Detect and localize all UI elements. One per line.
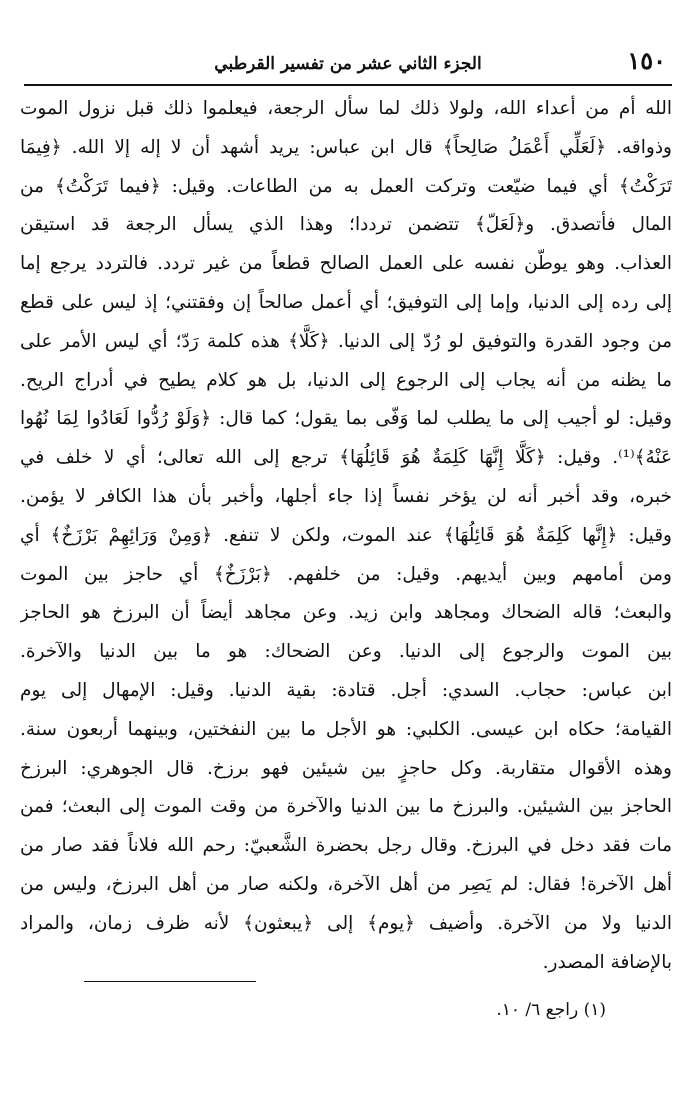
text-line: والبعث؛ قاله الضحاك ومجاهد وابن زيد. وعن مجاهد أيضاً أن البرزخ هو الحاجز xyxy=(20,602,672,624)
text-line: بين الموت والرجوع إلى الدنيا. وعن الضحاك: هو ما بين الدنيا والآخرة. xyxy=(20,641,672,663)
text-line: وهذه الأقوال متقاربة. وكل حاجزٍ بين شيئين فهو برزخ. قال الجوهري: البرزخ xyxy=(20,757,672,779)
text-line: الله أم من أعداء الله، ولولا ذلك لما سأل الرجعة، فيعلموا ذلك قبل نزول الموت xyxy=(20,98,672,119)
text-line: العذاب. وهو يوطّن نفسه على العمل الصالح قطعاً من غير تردد. فالتردد يرجع إما xyxy=(20,253,672,275)
header-rule xyxy=(24,84,672,86)
running-title: الجزء الثاني عشر من تفسير القرطبي xyxy=(214,54,482,74)
body-text xyxy=(20,90,672,982)
page-number: ١٥٠ xyxy=(627,46,666,75)
text-line: مات فقد دخل في البرزخ. وقال رجل بحضرة الشَّعبيّ: رحم الله فلاناً فقد صار من xyxy=(20,835,672,857)
text-line: وذواقه. ﴿لَعَلِّي أَعْمَلُ صَالِحاً﴾ قال ابن عباس: يريد أشهد أن لا إله إلا الله. ﴿فِيمَا xyxy=(20,136,672,158)
text-line: تَرَكْتُ﴾ أي فيما ضيّعت وتركت العمل به من الطاعات. وقيل: ﴿فيما تَرَكْتُ﴾ من xyxy=(20,175,672,197)
text-line: خبره، وقد أخبر أنه لن يؤخر نفساً إذا جاء أجلها، وأخبر بأن هذا الكافر لا يؤمن. xyxy=(20,485,672,507)
text-line: ابن عباس: حجاب. السدي: أجل. قتادة: بقية الدنيا. وقيل: الإمهال إلى يوم xyxy=(20,679,672,701)
text-line: إلى رده إلى الدنيا، وإما إلى التوفيق؛ أي أعمل صالحاً إن وفقتني؛ إذ ليس على قطع xyxy=(20,291,672,313)
text-line: الدنيا ولا من الآخرة. وأضيف ﴿يوم﴾ إلى ﴿يبعثون﴾ لأنه ظرف زمان، والمراد xyxy=(20,912,672,934)
text-line: عَنْهُ﴾⁽¹⁾. وقيل: ﴿كَلَّا إِنَّهَا كَلِمَةٌ هُوَ قَائِلُهَا﴾ ترجع إلى الله تعالى؛ أي لا خلف في xyxy=(20,447,672,469)
text-line: وقيل: لو أجيب إلى ما يطلب لما وَفّى بما يقول؛ كما قال: ﴿وَلَوْ رُدُّوا لَعَادُوا لِمَا نُهُوا xyxy=(20,408,672,430)
text-line: ما يظنه من أنه يجاب إلى الرجوع إلى الدنيا، بل هو كلام يطيح في أدراج الريح. xyxy=(20,369,672,391)
text-line: ومن أمامهم وبين أيديهم. وقيل: من خلفهم. ﴿بَرْزَخٌ﴾ أي حاجز بين الموت xyxy=(20,563,672,585)
page-header xyxy=(24,42,672,86)
text-line: من وجود القدرة والتوفيق لو رُدّ إلى الدنيا. ﴿كَلَّا﴾ هذه كلمة رَدّ؛ أي ليس الأمر على xyxy=(20,330,672,352)
footnote-rule xyxy=(84,981,256,982)
text-line: الحاجز بين الشيئين. والبرزخ ما بين الدنيا والآخرة من وقت الموت إلى البعث؛ فمن xyxy=(20,796,672,818)
text-line: أهل الآخرة! فقال: لم يَصِر من أهل الآخرة، ولكنه صار من أهل البرزخ، وليس من xyxy=(20,873,672,895)
text-line: وقيل: ﴿إِنَّها كَلِمَةٌ هُوَ قَائِلُهَا﴾ عند الموت، ولكن لا تنفع. ﴿وَمِنْ وَرَائِهِمْ بَرْزَخٌ﴾ أي xyxy=(20,524,672,546)
text-line: المال فأتصدق. و﴿لَعَلّ﴾ تتضمن ترددا؛ وهذا الذي يسأل الرجعة قد استيقن xyxy=(20,214,672,236)
text-line: بالإضافة المصدر. xyxy=(542,951,672,973)
text-line: القيامة؛ حكاه ابن عيسى. الكلبي: هو الأجل ما بين النفختين، وبينهما أربعون سنة. xyxy=(20,718,672,740)
footnote: (١) راجع ٦/ ١٠. xyxy=(496,1000,606,1020)
